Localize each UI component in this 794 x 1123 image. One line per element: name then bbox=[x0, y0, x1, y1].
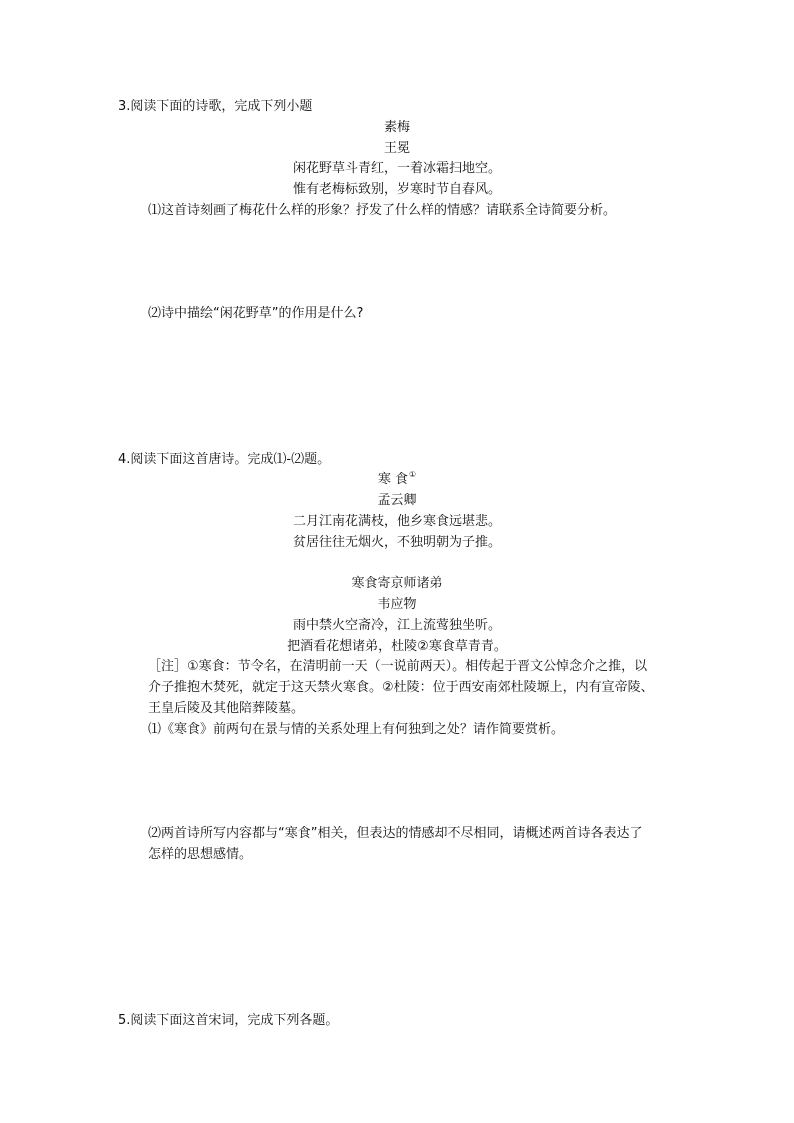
q4-poem2-title: 寒食寄京师诸弟 bbox=[351, 576, 443, 591]
q4-poem2-author: 韦应物 bbox=[377, 597, 417, 612]
q4-poem1-author: 孟云卿 bbox=[377, 493, 417, 508]
q4-poem1-footnote-marker: ① bbox=[408, 470, 417, 479]
q3-poem-author: 王冕 bbox=[383, 141, 410, 156]
q4-poem2-line-2: 把酒看花想诸弟，杜陵②寒食草青青。 bbox=[287, 639, 507, 654]
q4-poem1-title bbox=[0, 470, 794, 490]
q3-subquestion-2: ⑵诗中描绘“闲花野草”的作用是什么? bbox=[148, 306, 364, 321]
q4-note-line-3: 王皇后陵及其他陪葬陵墓。 bbox=[148, 701, 305, 716]
q4-note-line-1: ［注］①寒食：节令名，在清明前一天（一说前两天）。相传起于晋文公悼念介之推，以 bbox=[148, 659, 648, 674]
q3-prompt: 3.阅读下面的诗歌，完成下列小题 bbox=[118, 99, 313, 114]
q3-subquestion-1: ⑴这首诗刻画了梅花什么样的形象？抒发了什么样的情感？请联系全诗简要分析。 bbox=[148, 203, 617, 218]
q4-note-line-2: 介子推抱木焚死，就定于这天禁火寒食。②杜陵：位于西安南郊杜陵塬上，内有宣帝陵、 bbox=[148, 680, 654, 695]
q4-subquestion-1: ⑴《寒食》前两句在景与情的关系处理上有何独到之处？请作简要赏析。 bbox=[148, 722, 565, 737]
q3-poem-line-2: 惟有老梅标致别，岁寒时节自春风。 bbox=[292, 182, 501, 197]
q4-poem1-title-text: 寒 食 bbox=[377, 472, 408, 487]
q4-poem1-line-2: 贫居往往无烟火，不独明朝为子推。 bbox=[292, 535, 501, 550]
q4-subquestion-2-line-1: ⑵两首诗所写内容都与“寒食”相关，但表达的情感却不尽相同，请概述两首诗各表达了 bbox=[148, 826, 643, 841]
q4-subquestion-2-line-2: 怎样的思想感情。 bbox=[148, 847, 253, 862]
q4-poem2-line-1: 雨中禁火空斋冷，江上流莺独坐听。 bbox=[292, 618, 501, 633]
q5-prompt: 5.阅读下面这首宋词，完成下列各题。 bbox=[118, 1013, 339, 1028]
q3-poem-line-1: 闲花野草斗青红，一着冰霜扫地空。 bbox=[292, 161, 501, 176]
q3-poem-title: 素梅 bbox=[383, 120, 410, 135]
q4-prompt: 4.阅读下面这首唐诗。完成⑴-⑵题。 bbox=[118, 452, 331, 467]
q4-poem1-line-1: 二月江南花满枝，他乡寒食远堪悲。 bbox=[292, 514, 501, 529]
